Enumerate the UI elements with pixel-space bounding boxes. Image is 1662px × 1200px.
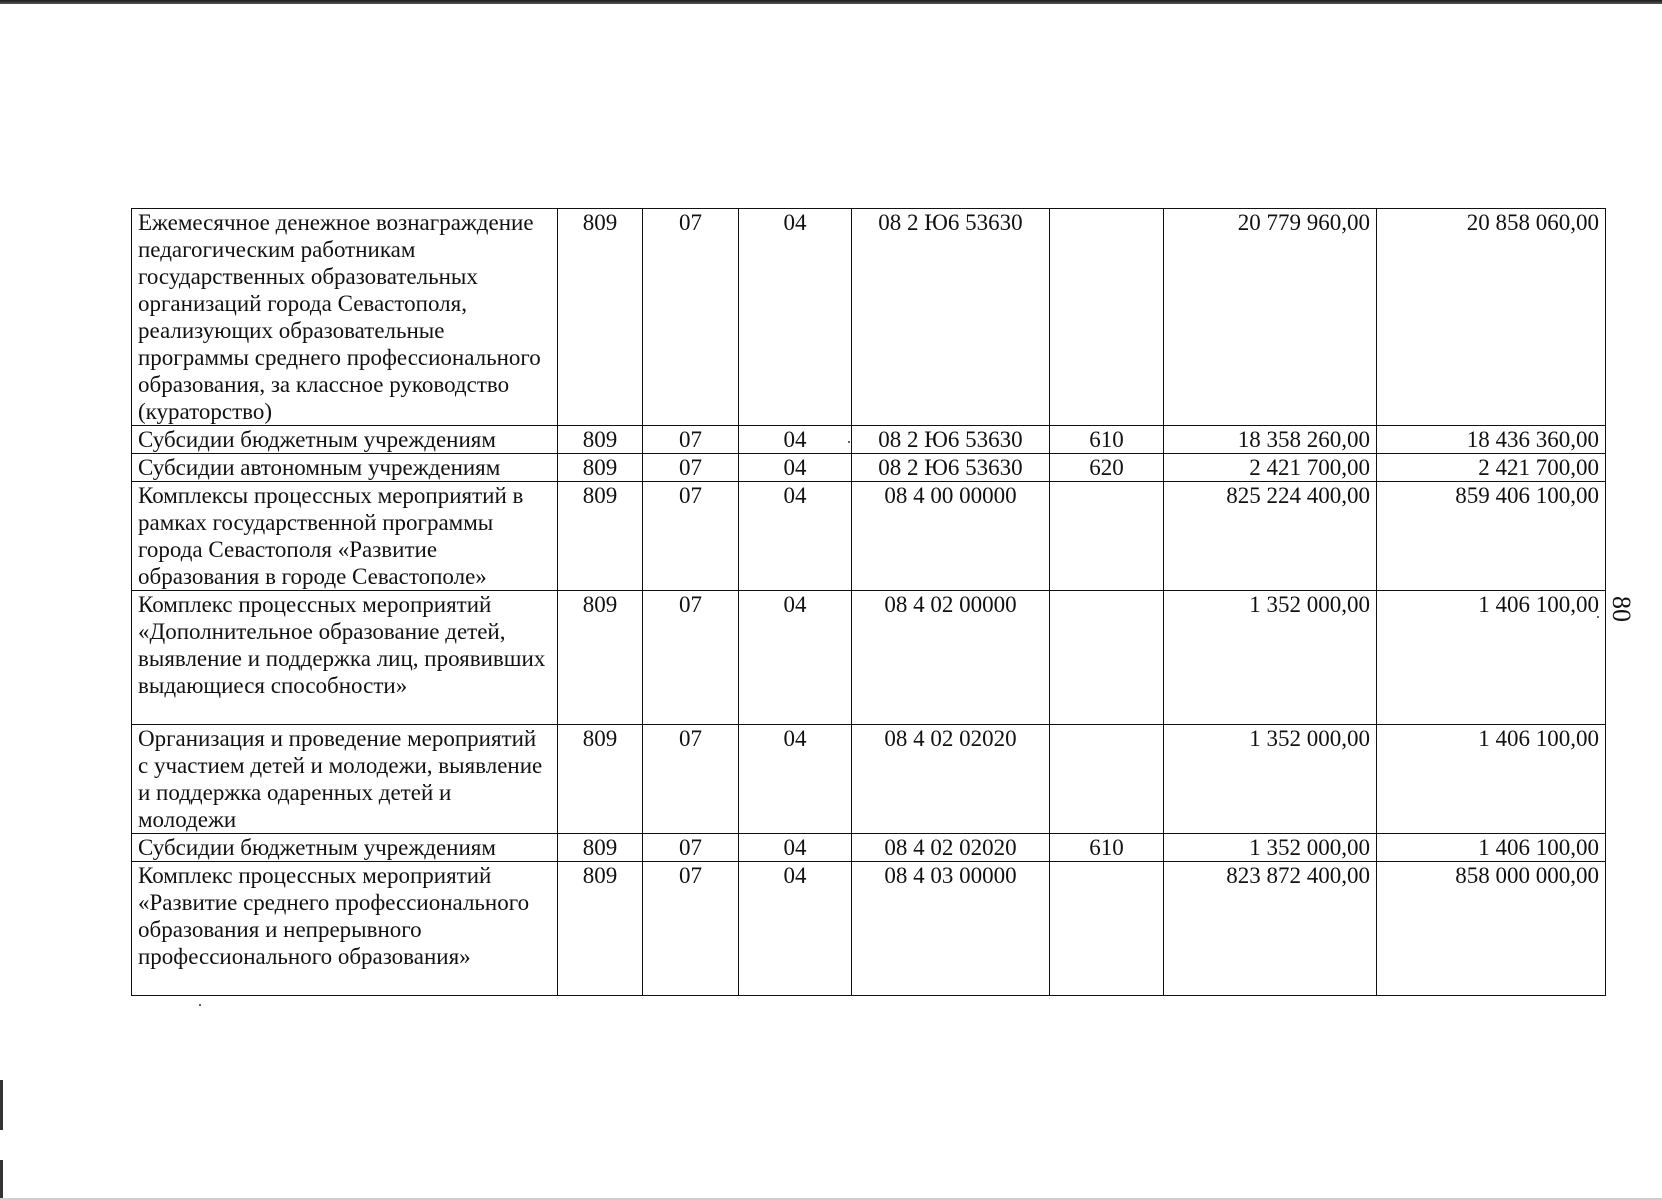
expense-type-code: [1050, 209, 1164, 426]
admin-code: 809: [558, 209, 643, 426]
expense-type-code: [1050, 862, 1164, 996]
table-row: [132, 834, 1606, 862]
section-code: 07: [643, 454, 739, 482]
table-row: [132, 725, 1606, 834]
target-code: 08 4 00 00000: [852, 482, 1050, 591]
row-name: Субсидии автономным учреждениям: [132, 454, 558, 482]
subsection-code: 04: [739, 862, 852, 996]
expense-type-code: 620: [1050, 454, 1164, 482]
subsection-code: 04: [739, 591, 852, 725]
amount-year-2: 858 000 000,00: [1377, 862, 1606, 996]
scan-edge-left: [0, 1080, 3, 1130]
row-name: Организация и проведение мероприятий с участием детей и молодежи, выявление и поддержка одаренных детей и молодежи: [132, 725, 558, 834]
amount-year-2: 18 436 360,00: [1377, 426, 1606, 454]
expense-type-code: [1050, 482, 1164, 591]
admin-code: 809: [558, 862, 643, 996]
table-row: [132, 209, 1606, 426]
section-code: 07: [643, 209, 739, 426]
section-code: 07: [643, 725, 739, 834]
target-code: 08 4 02 00000: [852, 591, 1050, 725]
subsection-code: 04: [739, 482, 852, 591]
section-code: 07: [643, 426, 739, 454]
table-row: [132, 454, 1606, 482]
target-code: 08 2 Ю6 53630: [852, 426, 1050, 454]
amount-year-2: 20 858 060,00: [1377, 209, 1606, 426]
scan-edge-left: [0, 1160, 3, 1200]
row-name: Ежемесячное денежное вознаграждение педагогическим работникам государственных образовательных организаций города Севастополя, реализующих образовательные программы среднего профессионального образования, за классное руководство (кураторство): [132, 209, 558, 426]
section-code: 07: [643, 834, 739, 862]
amount-year-1: 18 358 260,00: [1164, 426, 1377, 454]
subsection-code: 04: [739, 725, 852, 834]
amount-year-1: 1 352 000,00: [1164, 591, 1377, 725]
amount-year-1: 2 421 700,00: [1164, 454, 1377, 482]
amount-year-1: 825 224 400,00: [1164, 482, 1377, 591]
subsection-code: 04: [739, 834, 852, 862]
amount-year-1: 823 872 400,00: [1164, 862, 1377, 996]
section-code: 07: [643, 482, 739, 591]
subsection-code: 04: [739, 209, 852, 426]
amount-year-2: 859 406 100,00: [1377, 482, 1606, 591]
amount-year-1: 1 352 000,00: [1164, 725, 1377, 834]
amount-year-2: 1 406 100,00: [1377, 834, 1606, 862]
admin-code: 809: [558, 591, 643, 725]
amount-year-2: 2 421 700,00: [1377, 454, 1606, 482]
row-name: Субсидии бюджетным учреждениям: [132, 426, 558, 454]
amount-year-2: 1 406 100,00: [1377, 591, 1606, 725]
target-code: 08 4 03 00000: [852, 862, 1050, 996]
table-row: [132, 426, 1606, 454]
admin-code: 809: [558, 426, 643, 454]
expense-type-code: [1050, 591, 1164, 725]
subsection-code: 04: [739, 426, 852, 454]
table-row: [132, 591, 1606, 725]
section-code: 07: [643, 862, 739, 996]
amount-year-1: 1 352 000,00: [1164, 834, 1377, 862]
amount-year-1: 20 779 960,00: [1164, 209, 1377, 426]
admin-code: 809: [558, 834, 643, 862]
target-code: 08 4 02 02020: [852, 834, 1050, 862]
admin-code: 809: [558, 454, 643, 482]
row-name: Комплекс процессных мероприятий «Дополнительное образование детей, выявление и поддержка лиц, проявивших выдающиеся способности»: [132, 591, 558, 725]
admin-code: 809: [558, 725, 643, 834]
scan-edge-top: [0, 0, 1662, 4]
section-code: 07: [643, 591, 739, 725]
amount-year-2: 1 406 100,00: [1377, 725, 1606, 834]
subsection-code: 04: [739, 454, 852, 482]
target-code: 08 2 Ю6 53630: [852, 454, 1050, 482]
expense-type-code: 610: [1050, 834, 1164, 862]
row-name: Комплекс процессных мероприятий «Развитие среднего профессионального образования и непрерывного профессионального образования»: [132, 862, 558, 996]
expense-type-code: 610: [1050, 426, 1164, 454]
expense-type-code: [1050, 725, 1164, 834]
scan-speck: [199, 1004, 201, 1006]
row-name: Комплексы процессных мероприятий в рамках государственной программы города Севастополя «Развитие образования в городе Севастополе»: [132, 482, 558, 591]
row-name: Субсидии бюджетным учреждениям: [132, 834, 558, 862]
target-code: 08 2 Ю6 53630: [852, 209, 1050, 426]
target-code: 08 4 02 02020: [852, 725, 1050, 834]
page-number: 80: [1607, 596, 1636, 622]
budget-table: [131, 208, 1606, 996]
table-row: [132, 862, 1606, 996]
admin-code: 809: [558, 482, 643, 591]
table-row: [132, 482, 1606, 591]
